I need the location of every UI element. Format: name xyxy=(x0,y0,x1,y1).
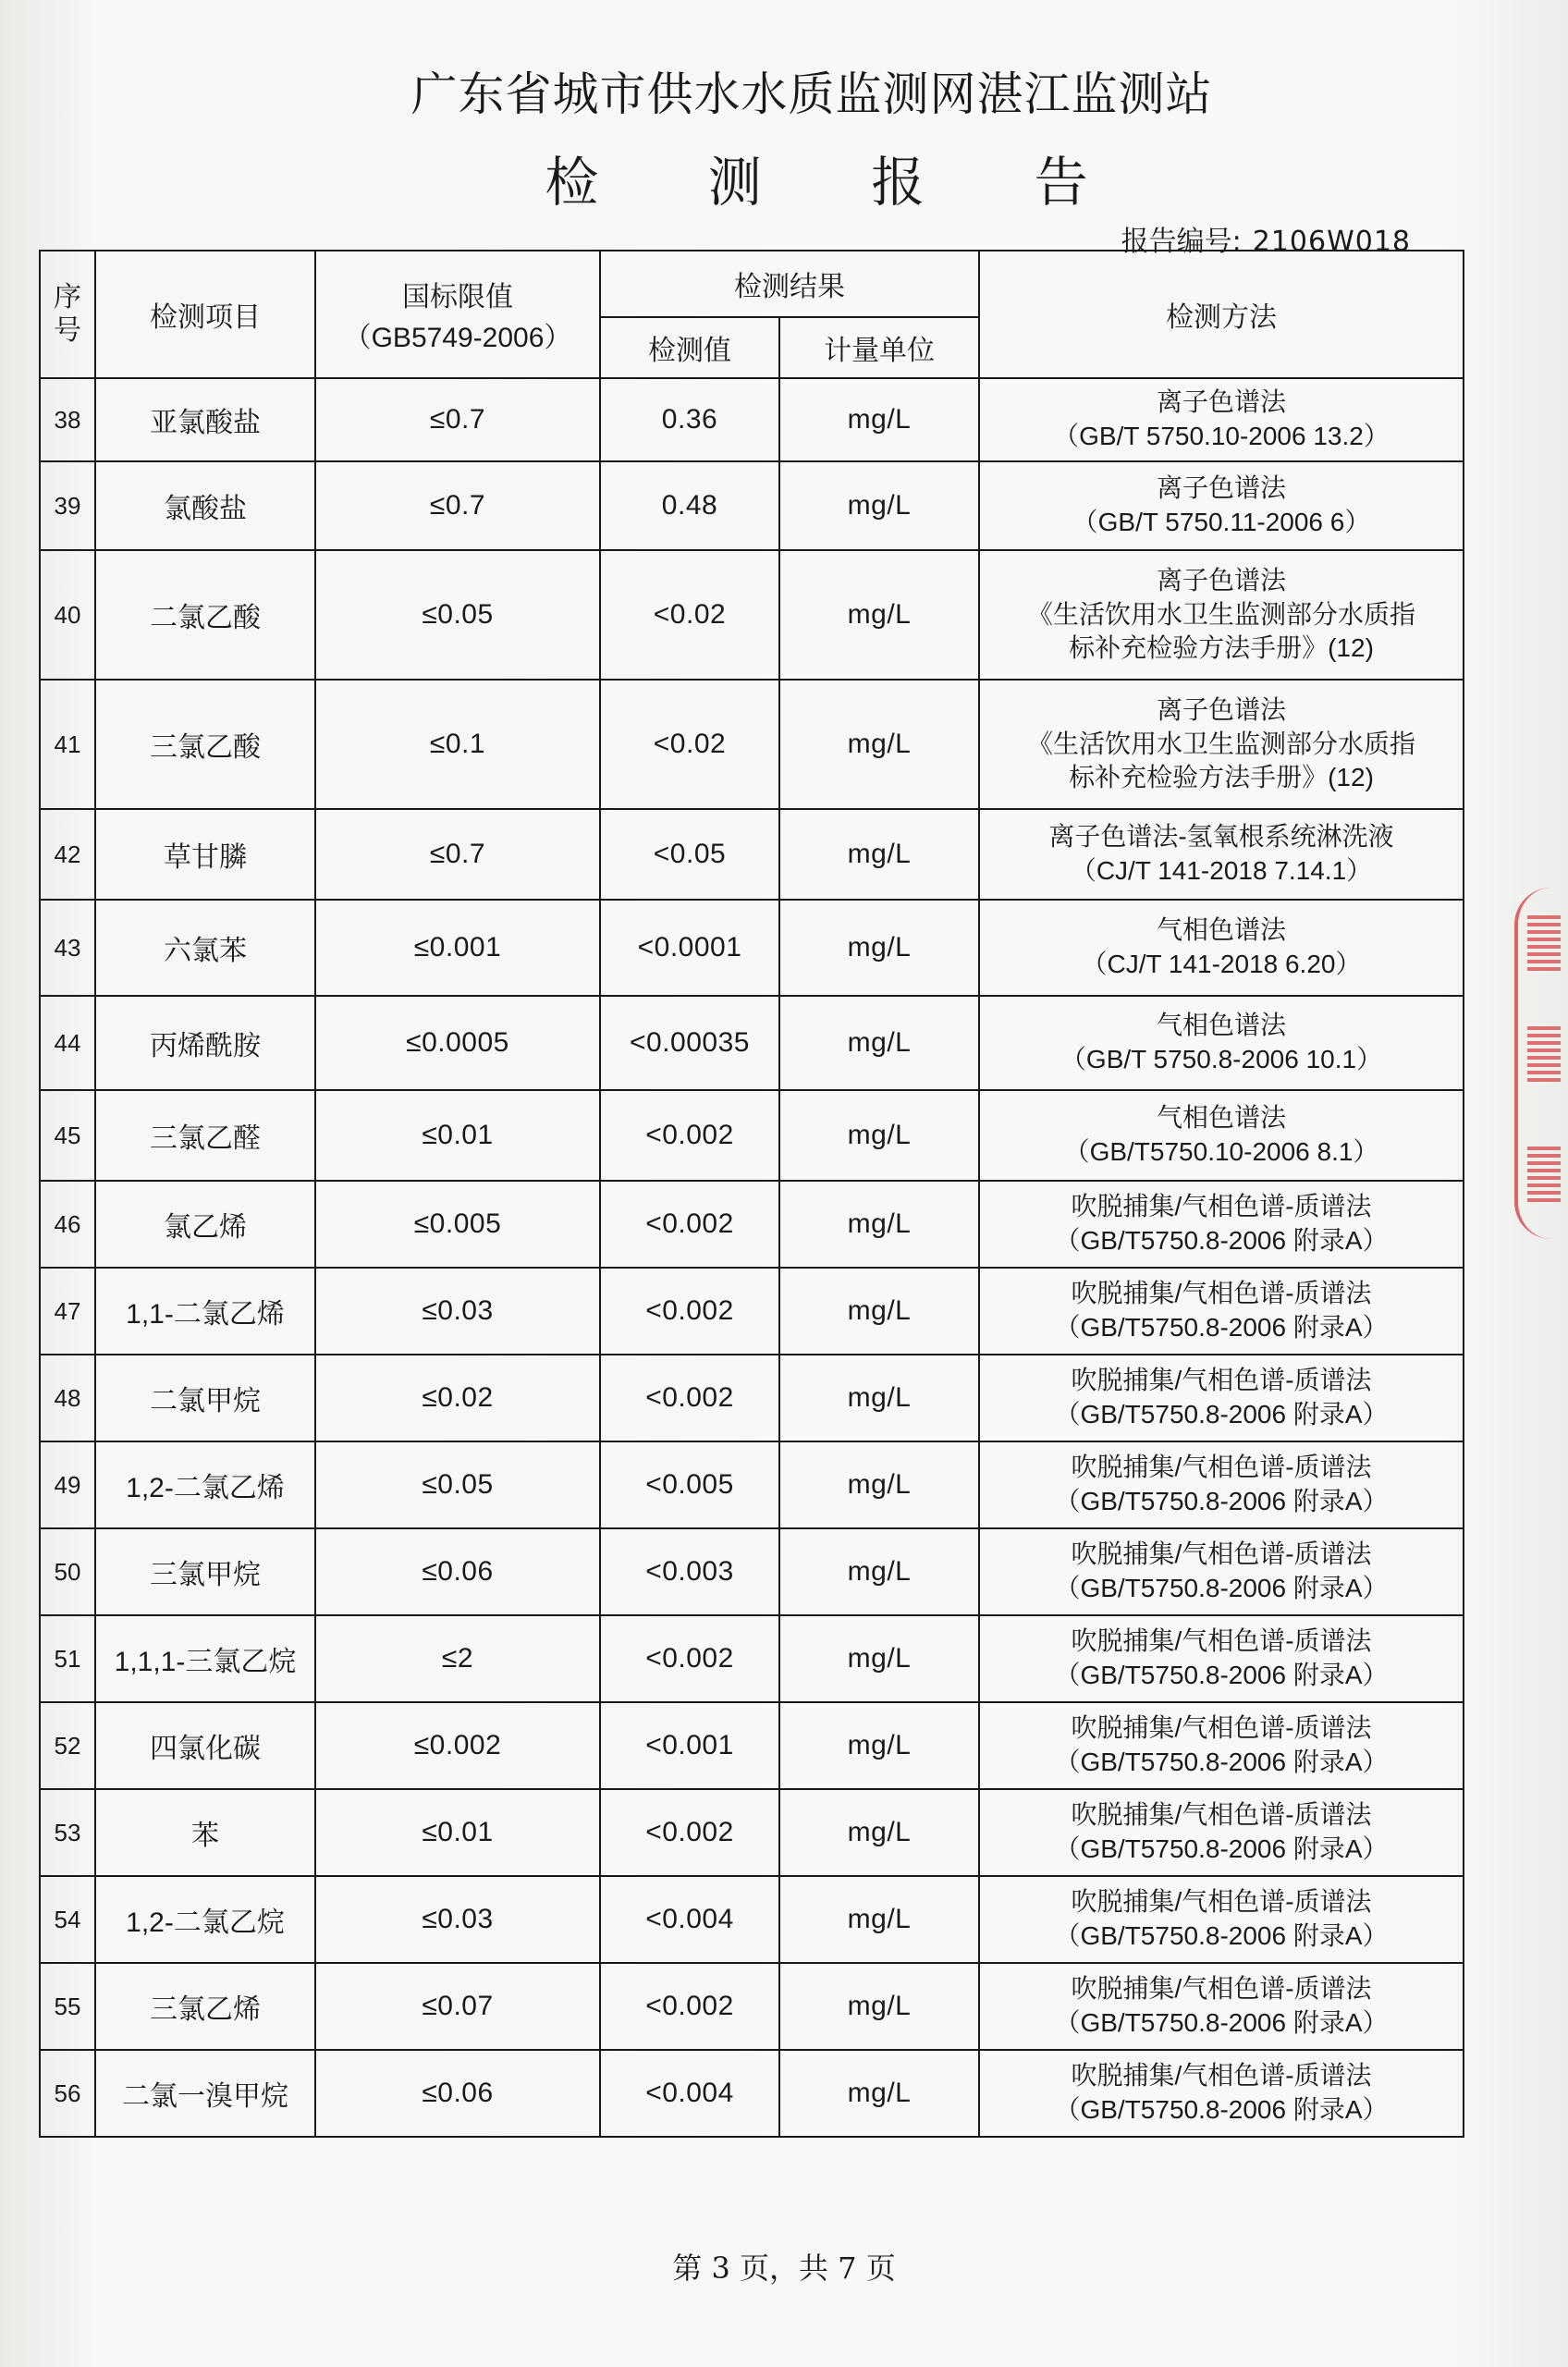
row-method xyxy=(979,1615,1464,1702)
row-method xyxy=(979,1441,1464,1528)
row-index: 38 xyxy=(40,378,95,461)
row-item: 氯酸盐 xyxy=(95,461,315,550)
row-method xyxy=(979,900,1464,996)
method-line: （GB/T5750.8-2006 附录A） xyxy=(1054,2008,1389,2037)
row-index: 49 xyxy=(40,1441,95,1528)
table-row xyxy=(40,1441,1464,1528)
method-line: 《生活饮用水卫生监测部分水质指 xyxy=(1026,599,1415,629)
method-line: 吹脱捕集/气相色谱-质谱法 xyxy=(1071,1192,1372,1221)
table-row xyxy=(40,900,1464,996)
row-limit: ≤0.01 xyxy=(315,1090,600,1181)
method-line: 吹脱捕集/气相色谱-质谱法 xyxy=(1071,1626,1372,1656)
header-unit: 计量单位 xyxy=(779,317,979,378)
row-limit: ≤0.05 xyxy=(315,550,600,680)
row-item: 二氯乙酸 xyxy=(95,550,315,680)
method-line: （GB/T5750.8-2006 附录A） xyxy=(1054,1661,1389,1689)
row-method xyxy=(979,996,1464,1090)
row-value: <0.002 xyxy=(600,1090,779,1181)
seal-mark-bottom xyxy=(1527,1147,1561,1202)
table-row xyxy=(40,378,1464,461)
table-row xyxy=(40,1963,1464,2050)
row-unit: mg/L xyxy=(779,1268,979,1355)
seal-mark-top xyxy=(1527,915,1561,971)
row-value: <0.002 xyxy=(600,1355,779,1441)
row-method xyxy=(979,1528,1464,1615)
method-line: 气相色谱法 xyxy=(1156,1011,1286,1040)
row-item: 1,2-二氯乙烯 xyxy=(95,1441,315,1528)
row-method xyxy=(979,550,1464,680)
header-limit xyxy=(315,251,600,378)
method-line: （GB/T5750.8-2006 附录A） xyxy=(1054,1313,1389,1342)
row-method xyxy=(979,2050,1464,2137)
row-index: 43 xyxy=(40,900,95,996)
row-value: <0.05 xyxy=(600,809,779,900)
table-row xyxy=(40,1789,1464,1876)
method-line: 离子色谱法 xyxy=(1156,565,1286,595)
table-row xyxy=(40,1181,1464,1268)
method-line: （GB/T 5750.11-2006 6） xyxy=(1072,508,1371,536)
row-index: 50 xyxy=(40,1528,95,1615)
row-item: 1,2-二氯乙烷 xyxy=(95,1876,315,1963)
row-unit: mg/L xyxy=(779,900,979,996)
row-unit: mg/L xyxy=(779,461,979,550)
table-row xyxy=(40,680,1464,809)
row-index: 51 xyxy=(40,1615,95,1702)
row-value: <0.002 xyxy=(600,1789,779,1876)
method-line: （GB/T5750.8-2006 附录A） xyxy=(1054,1748,1389,1776)
row-index: 55 xyxy=(40,1963,95,2050)
report-number-value: 2106W018 xyxy=(1252,226,1411,258)
row-method xyxy=(979,1876,1464,1963)
row-method xyxy=(979,1963,1464,2050)
row-value: <0.001 xyxy=(600,1702,779,1789)
row-unit: mg/L xyxy=(779,1441,979,1528)
row-unit: mg/L xyxy=(779,809,979,900)
row-limit: ≤0.005 xyxy=(315,1181,600,1268)
table-row xyxy=(40,1268,1464,1355)
row-limit: ≤0.05 xyxy=(315,1441,600,1528)
report-title: 检 测 报 告 xyxy=(545,151,1134,214)
table-row xyxy=(40,996,1464,1090)
row-item: 1,1,1-三氯乙烷 xyxy=(95,1615,315,1702)
page-footer: 第 3 页，共 7 页 xyxy=(672,2250,896,2286)
row-method xyxy=(979,461,1464,550)
row-value: <0.002 xyxy=(600,1963,779,2050)
row-item: 三氯甲烷 xyxy=(95,1528,315,1615)
method-line: 吹脱捕集/气相色谱-质谱法 xyxy=(1071,2061,1372,2091)
header-limit-standard: （GB5749-2006） xyxy=(343,323,572,353)
row-method xyxy=(979,1268,1464,1355)
row-limit: ≤0.03 xyxy=(315,1268,600,1355)
method-line: 离子色谱法-氢氧根系统淋洗液 xyxy=(1048,822,1394,852)
row-item: 二氯一溴甲烷 xyxy=(95,2050,315,2137)
row-limit: ≤0.001 xyxy=(315,900,600,996)
method-line: 吹脱捕集/气相色谱-质谱法 xyxy=(1071,1713,1372,1743)
row-limit: ≤0.01 xyxy=(315,1789,600,1876)
row-limit: ≤0.06 xyxy=(315,2050,600,2137)
row-value: <0.004 xyxy=(600,1876,779,1963)
method-line: （GB/T5750.8-2006 附录A） xyxy=(1054,1574,1389,1602)
row-value: 0.36 xyxy=(600,378,779,461)
method-line: （GB/T5750.8-2006 附录A） xyxy=(1054,2095,1389,2124)
row-value: <0.003 xyxy=(600,1528,779,1615)
row-unit: mg/L xyxy=(779,378,979,461)
row-unit: mg/L xyxy=(779,550,979,680)
row-item: 亚氯酸盐 xyxy=(95,378,315,461)
row-value: <0.02 xyxy=(600,550,779,680)
row-limit: ≤0.06 xyxy=(315,1528,600,1615)
table-row xyxy=(40,1528,1464,1615)
row-index: 39 xyxy=(40,461,95,550)
method-line: 《生活饮用水卫生监测部分水质指 xyxy=(1026,729,1415,758)
row-method xyxy=(979,680,1464,809)
method-line: 吹脱捕集/气相色谱-质谱法 xyxy=(1071,1974,1372,2004)
row-item: 六氯苯 xyxy=(95,900,315,996)
table-row xyxy=(40,1876,1464,1963)
row-item: 氯乙烯 xyxy=(95,1181,315,1268)
report-number-label: 报告编号: xyxy=(1121,226,1242,258)
table-row xyxy=(40,461,1464,550)
row-limit: ≤0.002 xyxy=(315,1702,600,1789)
row-value: <0.004 xyxy=(600,2050,779,2137)
header-limit-label: 国标限值 xyxy=(402,282,513,313)
row-limit: ≤0.7 xyxy=(315,461,600,550)
row-unit: mg/L xyxy=(779,1615,979,1702)
row-limit: ≤0.7 xyxy=(315,378,600,461)
row-value: 0.48 xyxy=(600,461,779,550)
method-line: （CJ/T 141-2018 6.20） xyxy=(1081,950,1362,978)
row-index: 48 xyxy=(40,1355,95,1441)
row-index: 53 xyxy=(40,1789,95,1876)
row-value: <0.02 xyxy=(600,680,779,809)
row-index: 41 xyxy=(40,680,95,809)
row-item: 1,1-二氯乙烯 xyxy=(95,1268,315,1355)
header-index xyxy=(40,251,95,378)
row-index: 45 xyxy=(40,1090,95,1181)
row-value: <0.002 xyxy=(600,1615,779,1702)
row-index: 46 xyxy=(40,1181,95,1268)
method-line: 气相色谱法 xyxy=(1156,1103,1286,1133)
method-line: （GB/T5750.8-2006 附录A） xyxy=(1054,1487,1389,1515)
row-limit: ≤0.03 xyxy=(315,1876,600,1963)
method-line: （GB/T5750.8-2006 附录A） xyxy=(1054,1834,1389,1863)
table-body xyxy=(40,378,1464,2137)
row-unit: mg/L xyxy=(779,680,979,809)
row-item: 草甘膦 xyxy=(95,809,315,900)
method-line: 离子色谱法 xyxy=(1156,694,1286,724)
method-line: （GB/T 5750.10-2006 13.2） xyxy=(1053,422,1390,450)
row-value: <0.00035 xyxy=(600,996,779,1090)
row-limit: ≤0.07 xyxy=(315,1963,600,2050)
test-results-table xyxy=(39,250,1464,2138)
row-item: 三氯乙烯 xyxy=(95,1963,315,2050)
row-method xyxy=(979,1702,1464,1789)
row-item: 四氯化碳 xyxy=(95,1702,315,1789)
row-index: 56 xyxy=(40,2050,95,2137)
row-limit: ≤2 xyxy=(315,1615,600,1702)
row-value: <0.002 xyxy=(600,1268,779,1355)
row-unit: mg/L xyxy=(779,1963,979,2050)
row-value: <0.0001 xyxy=(600,900,779,996)
row-item: 三氯乙酸 xyxy=(95,680,315,809)
row-limit: ≤0.02 xyxy=(315,1355,600,1441)
row-unit: mg/L xyxy=(779,1090,979,1181)
row-index: 40 xyxy=(40,550,95,680)
row-value: <0.005 xyxy=(600,1441,779,1528)
row-item: 二氯甲烷 xyxy=(95,1355,315,1441)
row-unit: mg/L xyxy=(779,1528,979,1615)
method-line: 吹脱捕集/气相色谱-质谱法 xyxy=(1071,1279,1372,1308)
row-method xyxy=(979,1789,1464,1876)
table-row xyxy=(40,1615,1464,1702)
row-value: <0.002 xyxy=(600,1181,779,1268)
row-index: 54 xyxy=(40,1876,95,1963)
method-line: （GB/T5750.8-2006 附录A） xyxy=(1054,1400,1389,1429)
method-line: 吹脱捕集/气相色谱-质谱法 xyxy=(1071,1453,1372,1482)
row-method xyxy=(979,378,1464,461)
row-unit: mg/L xyxy=(779,1355,979,1441)
row-method xyxy=(979,809,1464,900)
table-row xyxy=(40,1702,1464,1789)
row-index: 42 xyxy=(40,809,95,900)
header-method: 检测方法 xyxy=(979,251,1464,378)
method-line: 吹脱捕集/气相色谱-质谱法 xyxy=(1071,1539,1372,1569)
row-limit: ≤0.1 xyxy=(315,680,600,809)
header-value: 检测值 xyxy=(600,317,779,378)
table-row xyxy=(40,2050,1464,2137)
method-line: 标补充检验方法手册》(12) xyxy=(1069,763,1374,792)
header-index-label: 序号 xyxy=(54,282,81,346)
seal-mark-middle xyxy=(1527,1026,1561,1082)
row-unit: mg/L xyxy=(779,996,979,1090)
method-line: 吹脱捕集/气相色谱-质谱法 xyxy=(1071,1887,1372,1917)
row-item: 三氯乙醛 xyxy=(95,1090,315,1181)
method-line: 气相色谱法 xyxy=(1156,915,1286,945)
row-limit: ≤0.7 xyxy=(315,809,600,900)
row-index: 44 xyxy=(40,996,95,1090)
row-unit: mg/L xyxy=(779,1876,979,1963)
method-line: （GB/T 5750.8-2006 10.1） xyxy=(1060,1045,1383,1073)
method-line: （GB/T5750.8-2006 附录A） xyxy=(1054,1921,1389,1950)
row-unit: mg/L xyxy=(779,1789,979,1876)
method-line: 标补充检验方法手册》(12) xyxy=(1069,633,1374,663)
row-index: 52 xyxy=(40,1702,95,1789)
row-unit: mg/L xyxy=(779,1181,979,1268)
organization-title: 广东省城市供水水质监测网湛江监测站 xyxy=(410,67,1213,121)
row-method xyxy=(979,1090,1464,1181)
table-row xyxy=(40,1355,1464,1441)
header-result: 检测结果 xyxy=(600,251,979,317)
table-row xyxy=(40,1090,1464,1181)
row-index: 47 xyxy=(40,1268,95,1355)
method-line: 吹脱捕集/气相色谱-质谱法 xyxy=(1071,1366,1372,1395)
method-line: 离子色谱法 xyxy=(1156,473,1286,503)
table-row xyxy=(40,550,1464,680)
table-row xyxy=(40,809,1464,900)
method-line: （CJ/T 141-2018 7.14.1） xyxy=(1070,856,1373,885)
row-item: 丙烯酰胺 xyxy=(95,996,315,1090)
method-line: 吹脱捕集/气相色谱-质谱法 xyxy=(1071,1800,1372,1830)
row-method xyxy=(979,1181,1464,1268)
header-item: 检测项目 xyxy=(95,251,315,378)
method-line: （GB/T5750.8-2006 附录A） xyxy=(1054,1226,1389,1255)
row-unit: mg/L xyxy=(779,2050,979,2137)
row-item: 苯 xyxy=(95,1789,315,1876)
row-limit: ≤0.0005 xyxy=(315,996,600,1090)
row-method xyxy=(979,1355,1464,1441)
method-line: 离子色谱法 xyxy=(1156,387,1286,417)
method-line: （GB/T5750.10-2006 8.1） xyxy=(1063,1137,1379,1166)
row-unit: mg/L xyxy=(779,1702,979,1789)
